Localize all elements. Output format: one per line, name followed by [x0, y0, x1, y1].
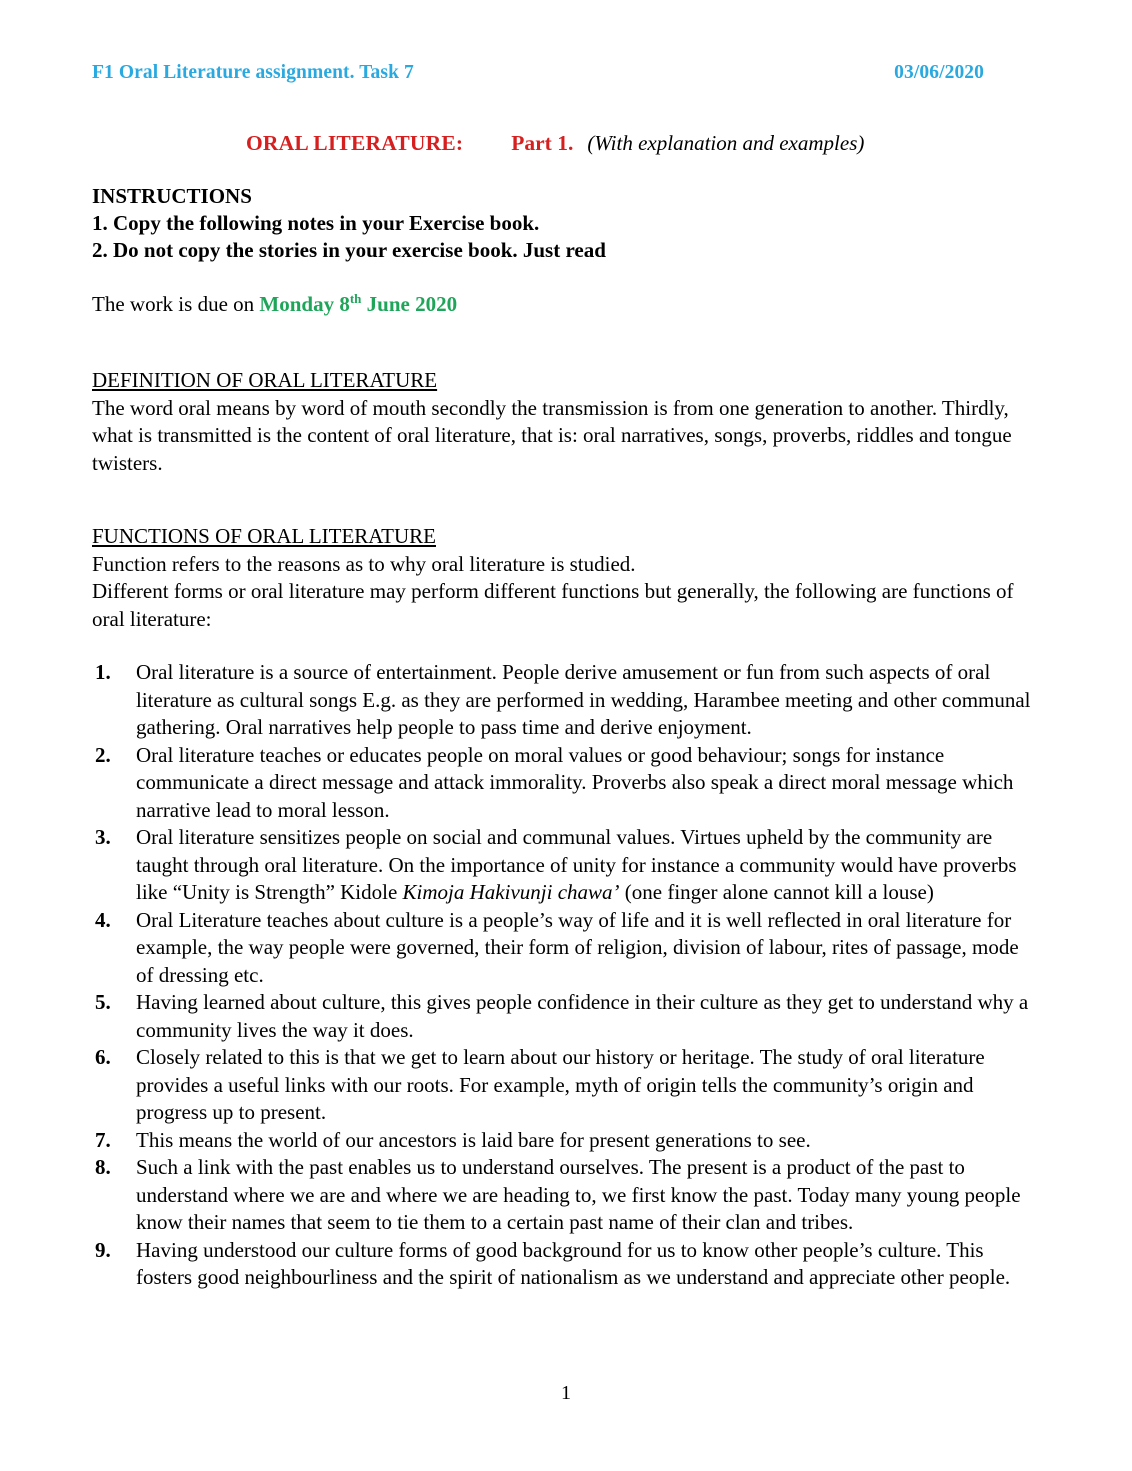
list-item-text: Having understood our culture forms of good background for us to know other people’s culture. This fosters good neighbourliness and the spirit of nationalism as we understand and appreciate other people. — [136, 1237, 1011, 1289]
definition-section — [92, 367, 1037, 477]
title-part: Part 1. — [511, 131, 574, 155]
functions-intro-2: Different forms or oral literature may perform different functions but generally, the following are functions of oral literature: — [92, 579, 1014, 631]
list-item-text: Such a link with the past enables us to understand ourselves. The present is a product of the past to understand where we are and where we are heading to, we first know the past. Today many young people know their names that seem to tie them to a certain past name of their clan and tribes. — [136, 1155, 1021, 1234]
definition-heading: DEFINITION OF ORAL LITERATURE — [92, 368, 438, 392]
list-item — [92, 1044, 1037, 1127]
functions-heading: FUNCTIONS OF ORAL LITERATURE — [92, 524, 436, 548]
due-rest: June 2020 — [361, 292, 458, 316]
list-item — [92, 1154, 1037, 1237]
list-item — [92, 1237, 1037, 1292]
title-main: ORAL LITERATURE: — [246, 131, 464, 155]
list-item-text: Closely related to this is that we get to learn about our history or heritage. The study of oral literature provides a useful links with our roots. For example, myth of origin tells the community’s origin and progress up to present. — [136, 1045, 985, 1124]
list-item — [92, 824, 1037, 907]
page-number: 1 — [561, 1382, 571, 1404]
header-title: F1 Oral Literature assignment. Task 7 — [92, 62, 414, 83]
list-item-text-italic: Kimoja Hakivunji chawa’ — [402, 880, 620, 904]
document-title — [246, 131, 864, 156]
due-date-line — [92, 291, 1037, 318]
list-item — [92, 659, 1037, 742]
functions-list — [92, 659, 1037, 1292]
list-item — [92, 1127, 1037, 1155]
header-date: 03/06/2020 — [894, 62, 984, 83]
list-item — [92, 989, 1037, 1044]
due-day: Monday 8 — [259, 292, 350, 316]
document-header — [92, 62, 984, 84]
instructions-item-2: 2. Do not copy the stories in your exercise book. Just read — [92, 238, 606, 262]
document-body — [92, 183, 1037, 1292]
list-item-text: Oral Literature teaches about culture is a people’s way of life and it is well reflected in oral literature for example, the way people were governed, their form of religion, division of labour, rites of passage, mode of dressing etc. — [136, 907, 1019, 987]
list-item — [92, 742, 1037, 825]
functions-section — [92, 523, 1037, 1292]
list-item-text-pre: Oral literature sensitizes people on social and communal values. Virtues upheld by the community are taught through oral literature. On the importance of unity for instance a community would have proverbs like “Unity is Strength” Kidole — [136, 825, 1017, 904]
list-item — [92, 907, 1037, 990]
due-ordinal-suffix: th — [349, 291, 362, 306]
functions-intro-1: Function refers to the reasons as to why oral literature is studied. — [92, 551, 636, 576]
list-item-text-post: (one finger alone cannot kill a louse) — [619, 880, 934, 904]
list-item-text: This means the world of our ancestors is laid bare for present generations to see. — [136, 1127, 811, 1152]
due-date-value — [259, 292, 457, 316]
list-item-text: Having learned about culture, this gives people confidence in their culture as they get to understand why a community lives the way it does. — [136, 990, 1029, 1042]
list-item-text: Oral literature teaches or educates people on moral values or good behaviour; songs for instance communicate a direct message and attack immorality. Proverbs also speak a direct moral message which narrative lead to moral lesson. — [136, 742, 1014, 822]
definition-paragraph: The word oral means by word of mouth secondly the transmission is from one generation to another. Thirdly, what is transmitted is the content of oral literature, that is: oral narratives, songs, proverbs, riddles and tongue twisters. — [92, 395, 1012, 475]
title-parenthetical: (With explanation and examples) — [587, 131, 865, 155]
due-lead-text: The work is due on — [92, 292, 260, 316]
instructions-item-1: 1. Copy the following notes in your Exercise book. — [92, 211, 540, 235]
list-item-text: Oral literature is a source of entertainment. People derive amusement or fun from such aspects of oral literature as cultural songs E.g. as they are performed in wedding, Harambee meeting and other communal gathering. Oral narratives help people to pass time and derive enjoyment. — [136, 660, 1031, 739]
instructions-heading: INSTRUCTIONS — [92, 184, 252, 208]
